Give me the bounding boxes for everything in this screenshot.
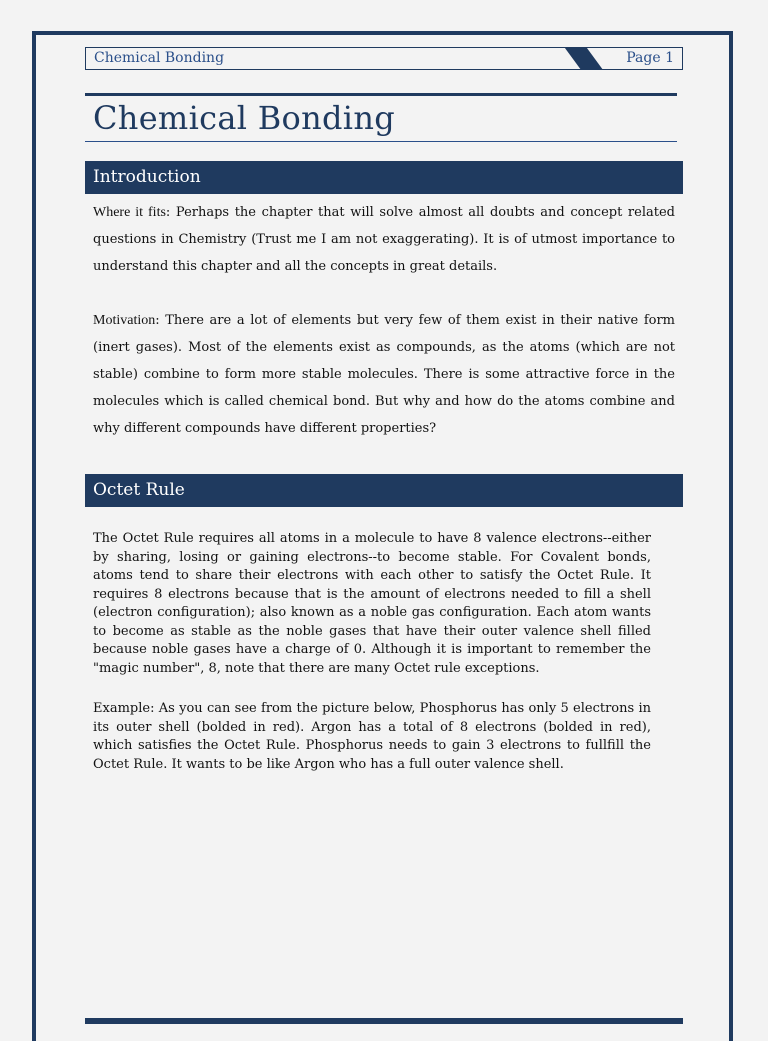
section-heading-introduction: Introduction [85,161,683,194]
document-title: Chemical Bonding [93,99,396,137]
motivation-label: Motivation [93,313,156,328]
octet-rule-paragraph: The Octet Rule requires all atoms in a molecule to have 8 valence electrons--either by sharing, losing or gaining electrons--to become stable. For Covalent bonds, atoms tend to share their electrons with each other to satisfy the Octet Rule. It requires 8 electrons because that is the amount of electrons needed to fill a shell (electron configuration); also known as a noble gas configuration. Each atom wants to become as stable as the noble gases that have their outer valence shell filled because noble gases have a charge of 0. Although it is important to remember the "magic number", 8, note that there are many Octet rule exceptions. [93,531,651,676]
header-title: Chemical Bonding [94,50,225,66]
where-it-fits-paragraph [93,199,675,280]
header-page-number: Page 1 [626,50,674,66]
where-it-fits-label: Where it fits [93,205,166,220]
running-header [85,47,683,70]
motivation-text: : There are a lot of elements but very few of them exist in their native form (inert gases). Most of the elements exist as compounds, as the atoms (which are not stable) combine to form more stable molecules. There is some attractive force in the molecules which is called chemical bond. But why and how do the atoms combine and why different compounds have different properties? [93,313,675,436]
section-heading-octet-rule: Octet Rule [85,474,683,507]
motivation-paragraph [93,307,675,442]
where-it-fits-text: : Perhaps the chapter that will solve almost all doubts and concept related questions in Chemistry (Trust me I am not exaggerating). It is of utmost importance to understand this chapter and all the concepts in great details. [93,205,675,274]
footer-strip [85,1018,683,1024]
title-top-rule [85,93,677,96]
title-bottom-rule [85,141,677,142]
octet-example-paragraph: Example: As you can see from the picture below, Phosphorus has only 5 electrons in its outer shell (bolded in red). Argon has a total of 8 electrons (bolded in red), which satisfies the Octet Rule. Phosphorus needs to gain 3 electrons to fullfill the Octet Rule. It wants to be like Argon who has a full outer valence shell. [93,701,651,772]
